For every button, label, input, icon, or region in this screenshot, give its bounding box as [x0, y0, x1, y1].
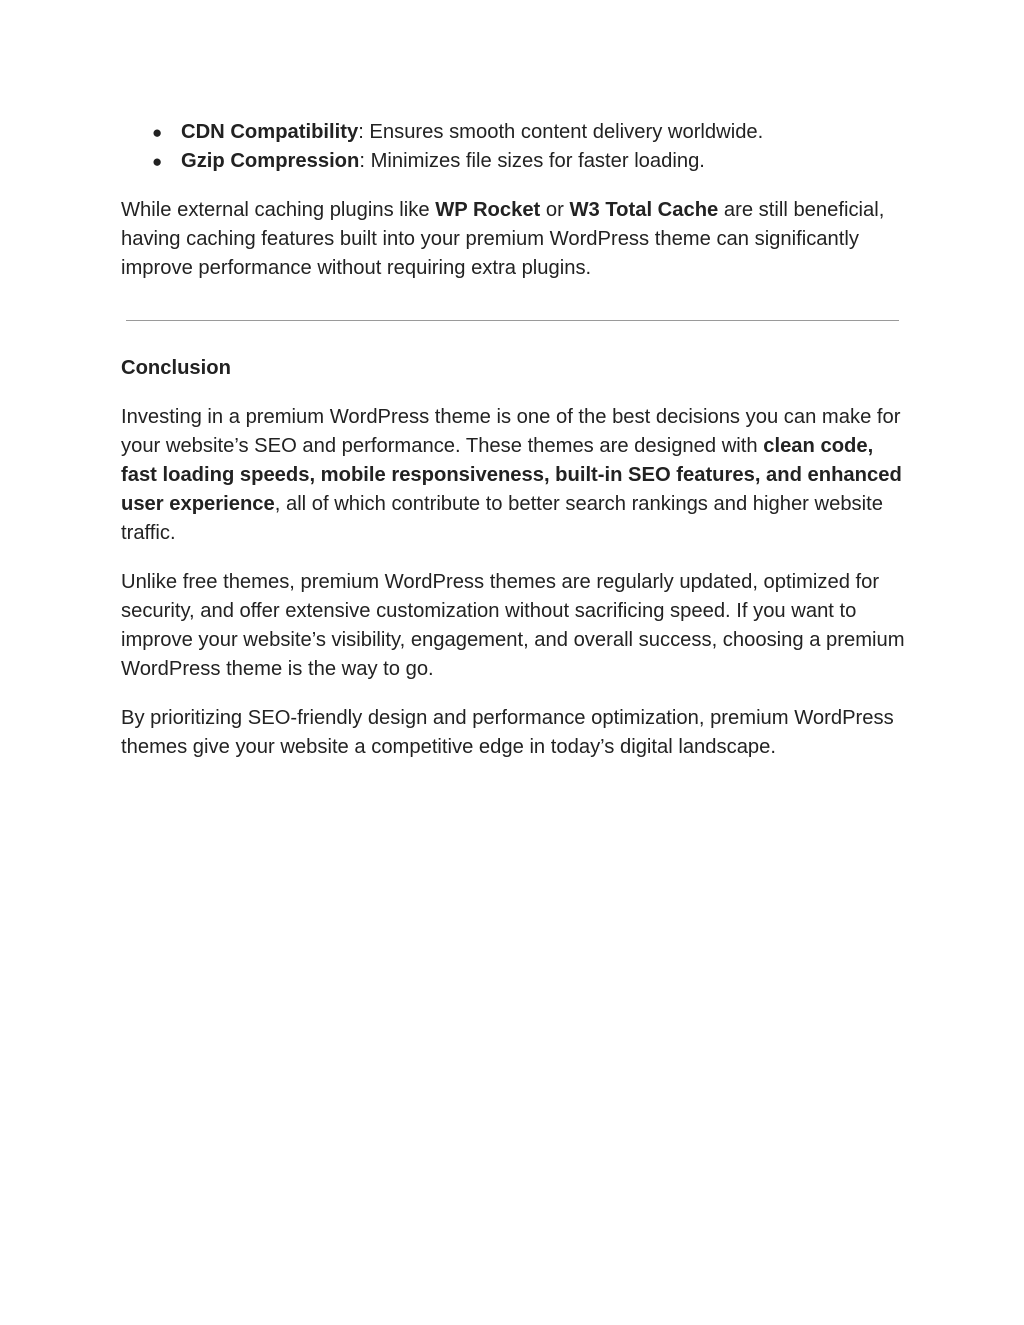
conclusion-paragraph-1: [121, 403, 906, 548]
paragraph-text: or: [540, 199, 570, 221]
bullet-icon: ●: [152, 152, 163, 171]
bullet-term: CDN Compatibility: [181, 121, 359, 143]
paragraph-bold-text: clean code, fast loading speeds, mobile responsiveness, built-in SEO features, and enhanced user experience: [121, 435, 902, 515]
caching-paragraph: [121, 196, 906, 283]
bullet-icon: ●: [152, 123, 163, 142]
paragraph-text: , all of which contribute to better search rankings and higher website traffic.: [121, 493, 883, 544]
plugin-name-wp-rocket: WP Rocket: [435, 199, 541, 221]
conclusion-heading: Conclusion: [121, 357, 231, 379]
bullet-text: : Ensures smooth content delivery worldwide.: [358, 121, 764, 143]
paragraph-text: Investing in a premium WordPress theme is one of the best decisions you can make for your website’s SEO and performance. These themes are designed with: [121, 406, 901, 457]
paragraph-text: While external caching plugins like: [121, 199, 436, 221]
plugin-name-w3-total-cache: W3 Total Cache: [569, 199, 719, 221]
list-item: [121, 118, 906, 147]
bullet-text: : Minimizes file sizes for faster loading.: [359, 150, 705, 172]
list-item: [121, 147, 906, 176]
feature-bullet-list: [121, 118, 906, 176]
horizontal-divider: [126, 320, 899, 321]
conclusion-paragraph-2: Unlike free themes, premium WordPress themes are regularly updated, optimized for security, and offer extensive customization without sacrificing speed. If you want to improve your website’s visibility, engagement, and overall success, choosing a premium WordPress theme is the way to go.: [121, 571, 905, 680]
document-page: [121, 118, 906, 762]
paragraph-text: are still beneficial, having caching features built into your premium WordPress theme can significantly improve performance without requiring extra plugins.: [121, 199, 885, 279]
conclusion-paragraph-3: By prioritizing SEO-friendly design and performance optimization, premium WordPress themes give your website a competitive edge in today’s digital landscape.: [121, 707, 894, 758]
bullet-term: Gzip Compression: [181, 150, 360, 172]
